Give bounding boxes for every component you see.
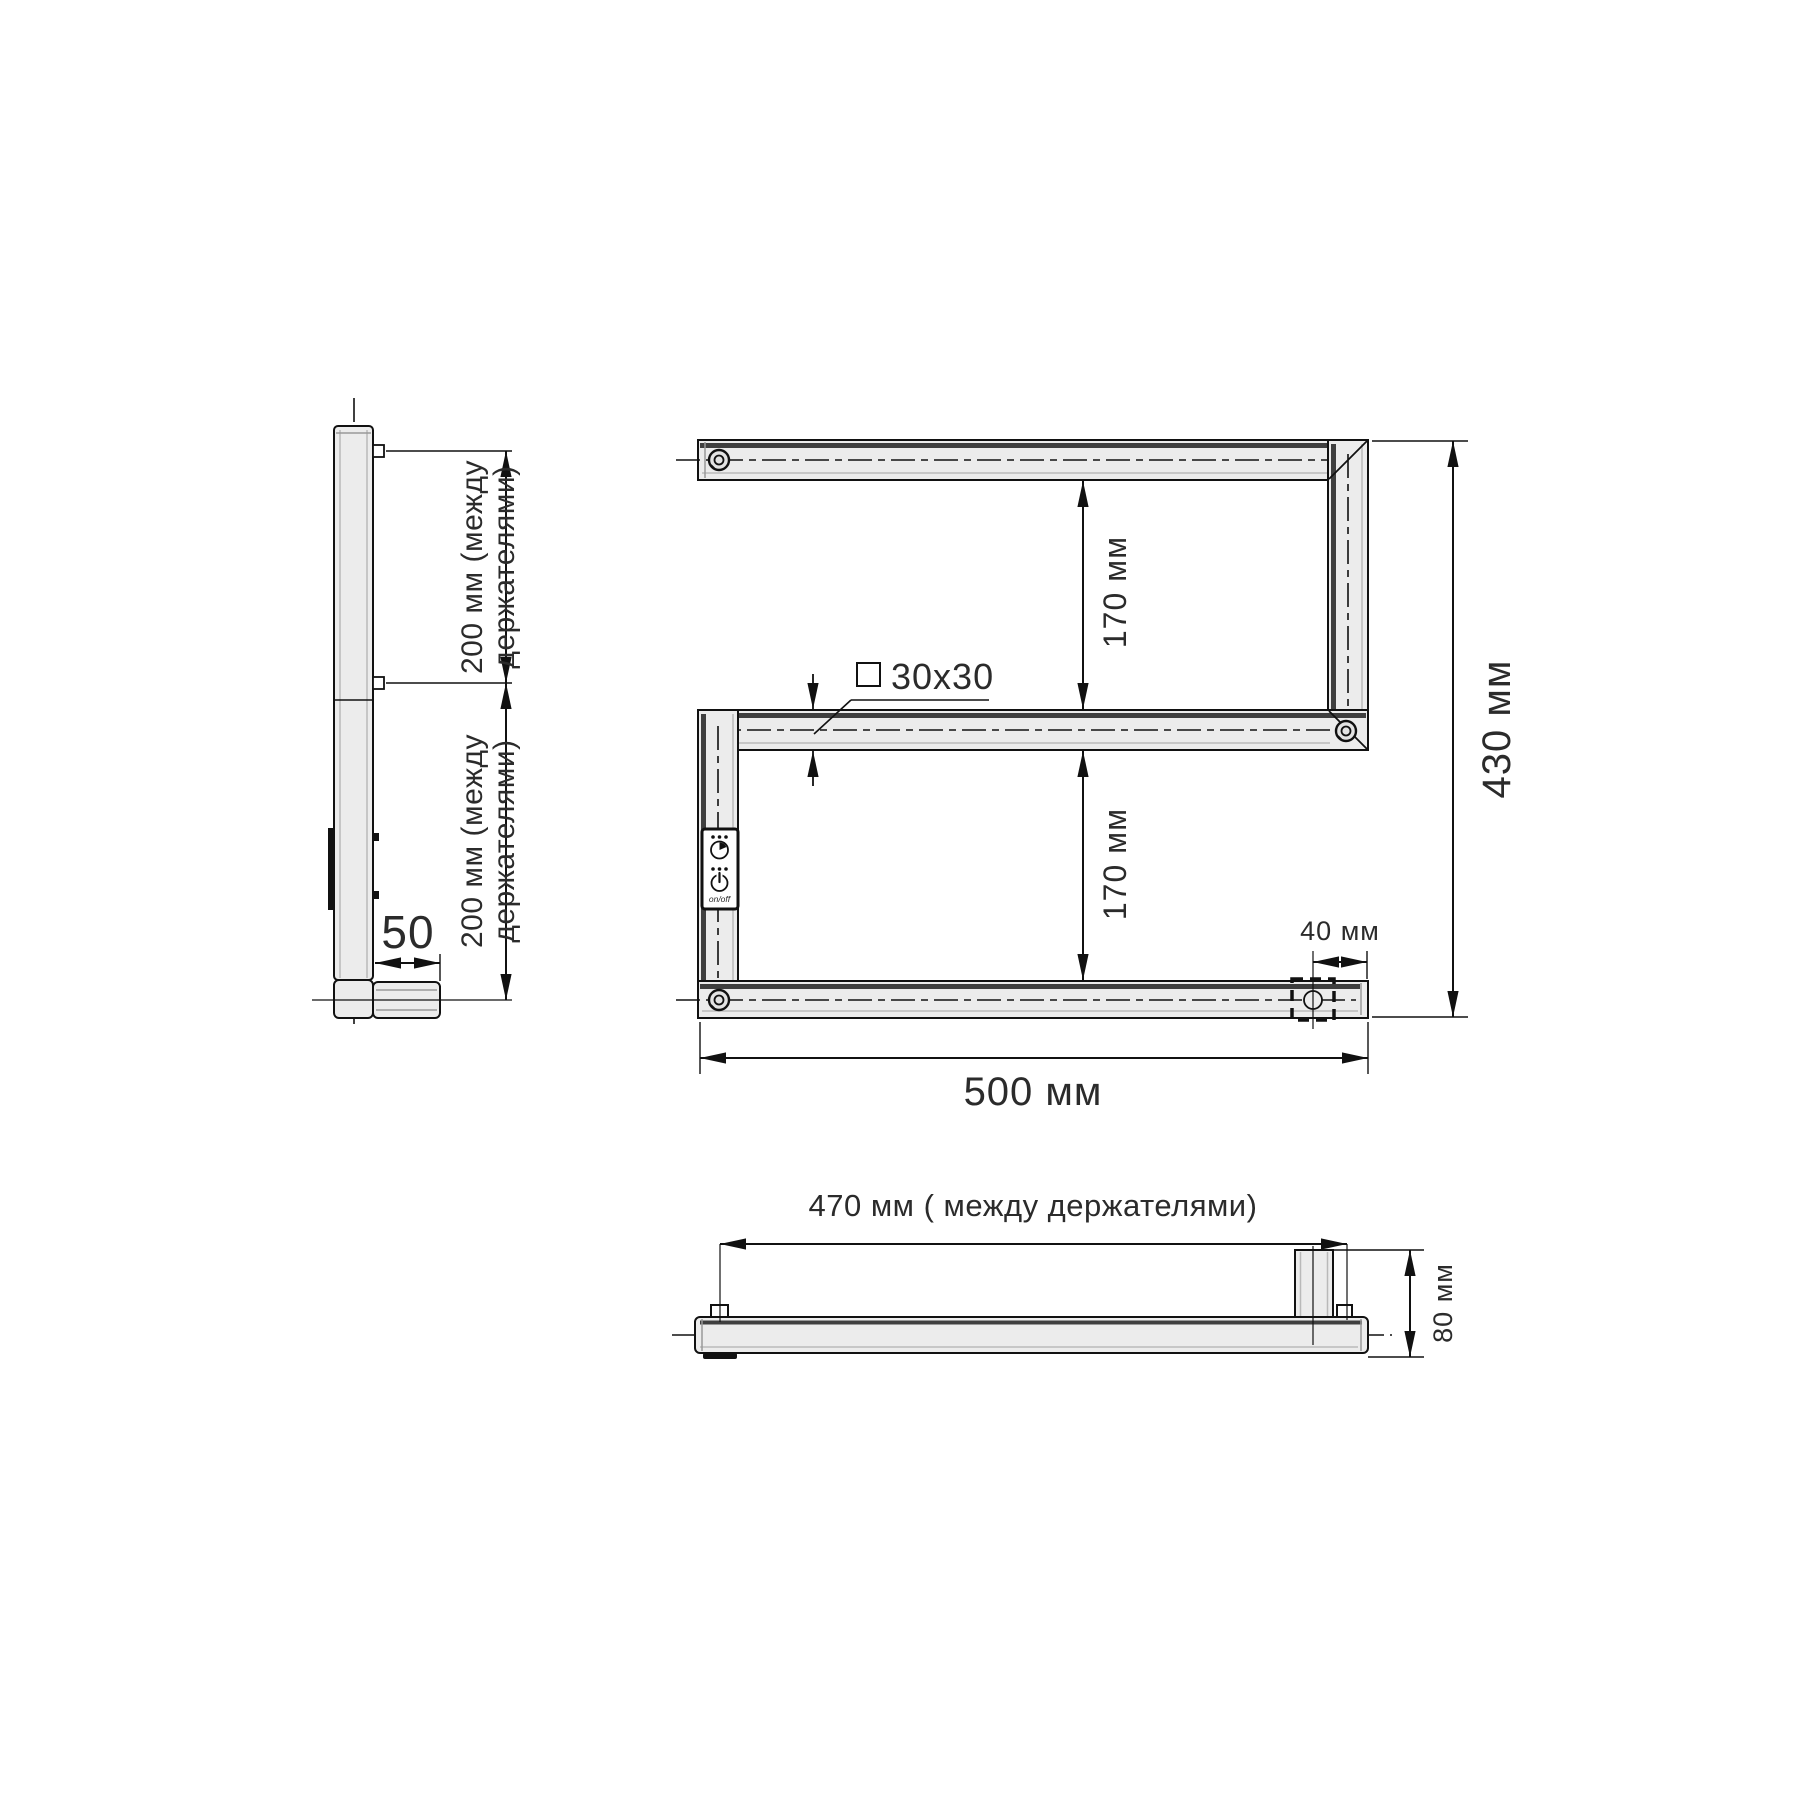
side-control-panel (328, 828, 335, 910)
profile-30x30-label: 30x30 (891, 656, 995, 697)
bottom-foot-mark (703, 1353, 737, 1359)
dim-430-label: 430 мм (1475, 659, 1519, 799)
screw-icon (1336, 721, 1356, 741)
dim-200-upper-label-line1: 200 мм (между (456, 459, 489, 675)
control-panel (702, 829, 738, 909)
side-view (312, 398, 521, 1030)
dim-80-label: 80 мм (1428, 1263, 1458, 1343)
front-view (676, 440, 1519, 1114)
square-profile-icon (857, 663, 880, 686)
side-bottom-box (334, 980, 373, 1018)
dim-40-label: 40 мм (1300, 916, 1380, 946)
dim-170-top-label: 170 мм (1097, 535, 1133, 649)
power-dots-icon (711, 867, 728, 871)
timer-dots-icon (711, 835, 728, 839)
side-holder-lower (373, 677, 384, 689)
dim-50-label: 50 (381, 906, 435, 958)
side-button-nub-2 (373, 891, 379, 899)
side-holder-upper (373, 445, 384, 457)
dim-200-lower-label-line1: 200 мм (между (456, 733, 489, 949)
dim-470-label: 470 мм ( между держателями) (808, 1188, 1258, 1223)
dim-200-upper-label-line2: держателями) (488, 465, 521, 669)
side-button-nub-1 (373, 833, 379, 841)
on-off-label: on/off (708, 894, 731, 904)
screw-icon (709, 990, 729, 1010)
screw-icon (709, 450, 729, 470)
dim-170-bottom-label: 170 мм (1097, 807, 1133, 921)
bottom-holder-right (1337, 1305, 1352, 1317)
bottom-view (672, 1188, 1458, 1359)
dim-200-lower-label-line2: держателями) (488, 739, 521, 943)
dim-500-label: 500 мм (963, 1070, 1103, 1114)
